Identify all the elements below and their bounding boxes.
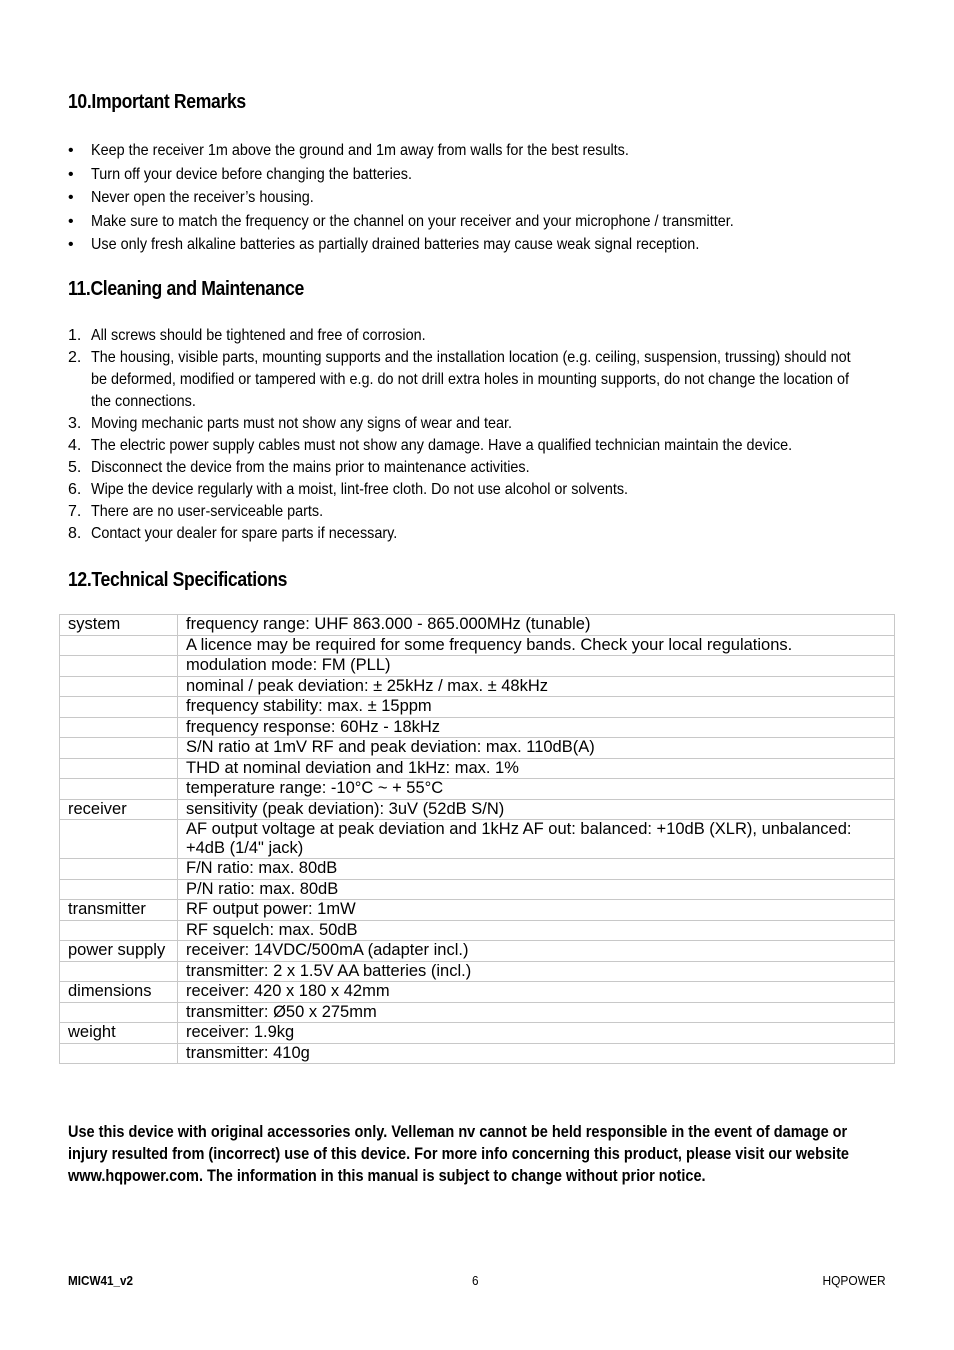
spec-label: power supply: [60, 941, 178, 962]
spec-value: transmitter: Ø50 x 275mm: [178, 1002, 895, 1023]
list-item: 3. Moving mechanic parts must not show any signs of wear and tear.: [68, 415, 513, 432]
table-row: [60, 982, 895, 1003]
spec-value: frequency stability: max. ± 15ppm: [178, 697, 895, 718]
bullet-icon: •: [68, 212, 74, 230]
list-item: 5. Disconnect the device from the mains prior to maintenance activities.: [68, 459, 530, 476]
table-row: [60, 920, 895, 941]
bullet-icon: •: [68, 189, 74, 206]
table-row: [60, 879, 895, 900]
spec-label: [60, 1002, 178, 1023]
spec-label: dimensions: [60, 982, 178, 1003]
heading-cleaning-maintenance: 11.Cleaning and Maintenance: [68, 278, 304, 300]
spec-label: [60, 1043, 178, 1064]
table-row: [60, 1043, 895, 1064]
table-row: [60, 1002, 895, 1023]
spec-value: nominal / peak deviation: ± 25kHz / max. ± 48kHz: [178, 676, 895, 697]
spec-label: receiver: [60, 799, 178, 820]
heading-technical-specifications: 12.Technical Specifications: [68, 569, 288, 591]
footer-page-number: 6: [472, 1273, 479, 1288]
table-row: [60, 758, 895, 779]
spec-value: S/N ratio at 1mV RF and peak deviation: max. 110dB(A): [178, 738, 895, 759]
spec-table-body: [60, 615, 895, 1064]
spec-label: [60, 717, 178, 738]
remarks-list: [68, 139, 948, 257]
list-item: • Turn off your device before changing the batteries.: [68, 163, 948, 187]
spec-label: [60, 961, 178, 982]
spec-label: [60, 697, 178, 718]
spec-label: transmitter: [60, 900, 178, 921]
spec-label: [60, 656, 178, 677]
disclaimer: Use this device with original accessories only. Velleman nv cannot be held responsible in the event of damage or injury resulted from (incorrect) use of this device. For more info concerning this product, please visit our website www.hqpower.com. The information in this manual is subject to change without prior notice.: [68, 1123, 850, 1185]
bullet-icon: •: [68, 142, 74, 159]
table-row: [60, 900, 895, 921]
table-row: [60, 676, 895, 697]
list-item: 6. Wipe the device regularly with a moist, lint-free cloth. Do not use alcohol or solvents.: [68, 481, 629, 498]
table-row: [60, 656, 895, 677]
spec-label: weight: [60, 1023, 178, 1044]
spec-value: receiver: 1.9kg: [178, 1023, 895, 1044]
spec-label: [60, 635, 178, 656]
table-row: [60, 799, 895, 820]
spec-label: [60, 859, 178, 880]
table-row: [60, 615, 895, 636]
spec-label: [60, 738, 178, 759]
spec-value: A licence may be required for some frequency bands. Check your local regulations.: [178, 635, 895, 656]
footer-brand: HQPOWER: [822, 1273, 886, 1288]
table-row: [60, 697, 895, 718]
spec-value: P/N ratio: max. 80dB: [178, 879, 895, 900]
spec-label: [60, 758, 178, 779]
spec-value: sensitivity (peak deviation): 3uV (52dB S/N): [178, 799, 895, 820]
list-item: 2. The housing, visible parts, mounting supports and the installation location (e.g. ceiling, suspension, trussing) should not be deformed, modified or tampered with e.g. do not drill extra holes in mounting supports, do not change the location of the connections.: [68, 349, 851, 410]
cleaning-list: [68, 325, 948, 545]
spec-label: system: [60, 615, 178, 636]
spec-value: transmitter: 410g: [178, 1043, 895, 1064]
spec-value: frequency response: 60Hz - 18kHz: [178, 717, 895, 738]
list-item: 4. The electric power supply cables must not show any damage. Have a qualified technician maintain the device.: [68, 437, 793, 454]
list-item: 8. Contact your dealer for spare parts if necessary.: [68, 525, 398, 542]
spec-label: [60, 779, 178, 800]
table-row: [60, 635, 895, 656]
spec-value: temperature range: -10°C ~ + 55°C: [178, 779, 895, 800]
table-row: [60, 859, 895, 880]
spec-label: [60, 879, 178, 900]
bullet-icon: •: [68, 236, 74, 253]
list-item: • Use only fresh alkaline batteries as partially drained batteries may cause weak signal reception.: [68, 233, 948, 257]
spec-label: [60, 820, 178, 859]
list-item: 1. All screws should be tightened and free of corrosion.: [68, 327, 426, 344]
spec-value: receiver: 420 x 180 x 42mm: [178, 982, 895, 1003]
spec-value: F/N ratio: max. 80dB: [178, 859, 895, 880]
spec-value: AF output voltage at peak deviation and 1kHz AF out: balanced: +10dB (XLR), unbalanced: +4dB (1/4" jack): [178, 820, 895, 859]
table-row: [60, 820, 895, 859]
spec-value: RF squelch: max. 50dB: [178, 920, 895, 941]
list-item: • Keep the receiver 1m above the ground and 1m away from walls for the best results.: [68, 139, 948, 163]
list-item: • Make sure to match the frequency or the channel on your receiver and your microphone / transmitter.: [68, 210, 948, 234]
bullet-icon: •: [68, 165, 74, 183]
spec-value: THD at nominal deviation and 1kHz: max. 1%: [178, 758, 895, 779]
spec-label: [60, 676, 178, 697]
heading-important-remarks: 10.Important Remarks: [68, 91, 246, 113]
spec-value: transmitter: 2 x 1.5V AA batteries (incl.): [178, 961, 895, 982]
table-row: [60, 961, 895, 982]
table-row: [60, 1023, 895, 1044]
footer-model: MICW41_v2: [68, 1273, 134, 1288]
spec-value: receiver: 14VDC/500mA (adapter incl.): [178, 941, 895, 962]
spec-label: [60, 920, 178, 941]
spec-value: modulation mode: FM (PLL): [178, 656, 895, 677]
spec-table: [59, 614, 895, 1064]
spec-value: RF output power: 1mW: [178, 900, 895, 921]
spec-value: frequency range: UHF 863.000 - 865.000MHz (tunable): [178, 615, 895, 636]
list-item: • Never open the receiver’s housing.: [68, 186, 948, 210]
table-row: [60, 738, 895, 759]
list-item: 7. There are no user-serviceable parts.: [68, 503, 324, 520]
table-row: [60, 717, 895, 738]
table-row: [60, 941, 895, 962]
table-row: [60, 779, 895, 800]
